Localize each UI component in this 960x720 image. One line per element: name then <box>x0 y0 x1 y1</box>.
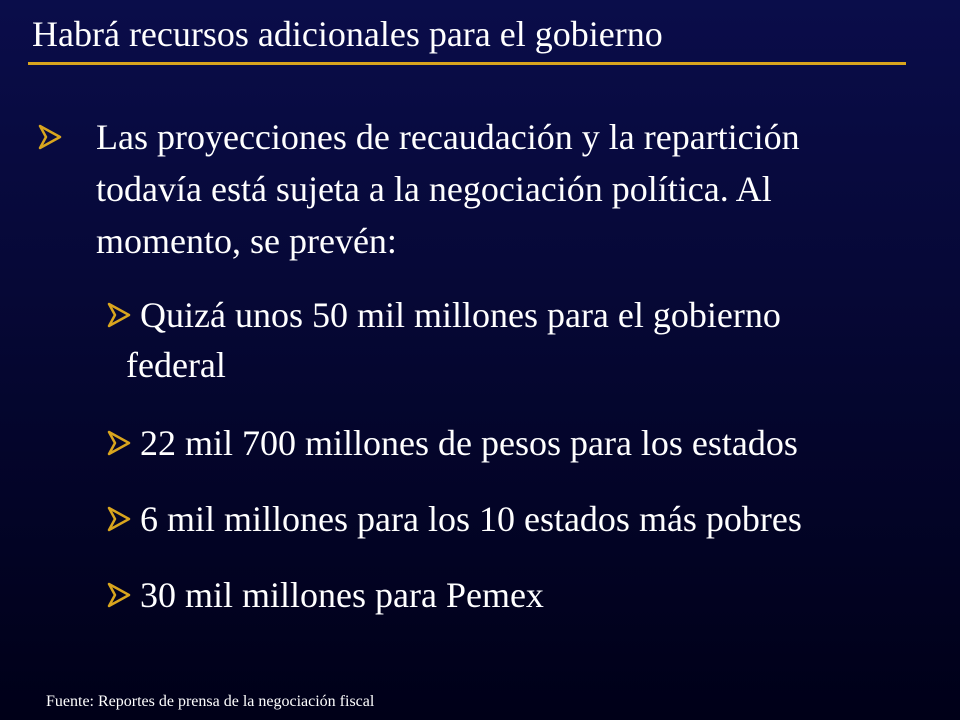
sub-bullet-1-line-2: federal <box>126 345 226 385</box>
arrow-bullet-icon <box>107 582 131 608</box>
sub-bullet-3: 6 mil millones para los 10 estados más pobres <box>140 499 802 539</box>
main-bullet-line-1: Las proyecciones de recaudación y la repartición <box>96 117 800 157</box>
sub-bullet-4: 30 mil millones para Pemex <box>140 575 544 615</box>
arrow-bullet-icon <box>107 430 131 456</box>
arrow-bullet-icon <box>107 506 131 532</box>
title-underline <box>28 62 906 65</box>
main-bullet-line-2: todavía está sujeta a la negociación política. Al <box>96 169 772 209</box>
sub-bullet-1-line-1: Quizá unos 50 mil millones para el gobierno <box>140 295 781 335</box>
slide-title: Habrá recursos adicionales para el gobierno <box>32 14 663 54</box>
main-bullet-line-3: momento, se prevén: <box>96 221 397 261</box>
arrow-bullet-icon <box>107 302 131 328</box>
arrow-bullet-icon <box>38 124 62 150</box>
sub-bullet-2: 22 mil 700 millones de pesos para los estados <box>140 423 798 463</box>
source-footnote: Fuente: Reportes de prensa de la negociación fiscal <box>46 693 375 710</box>
